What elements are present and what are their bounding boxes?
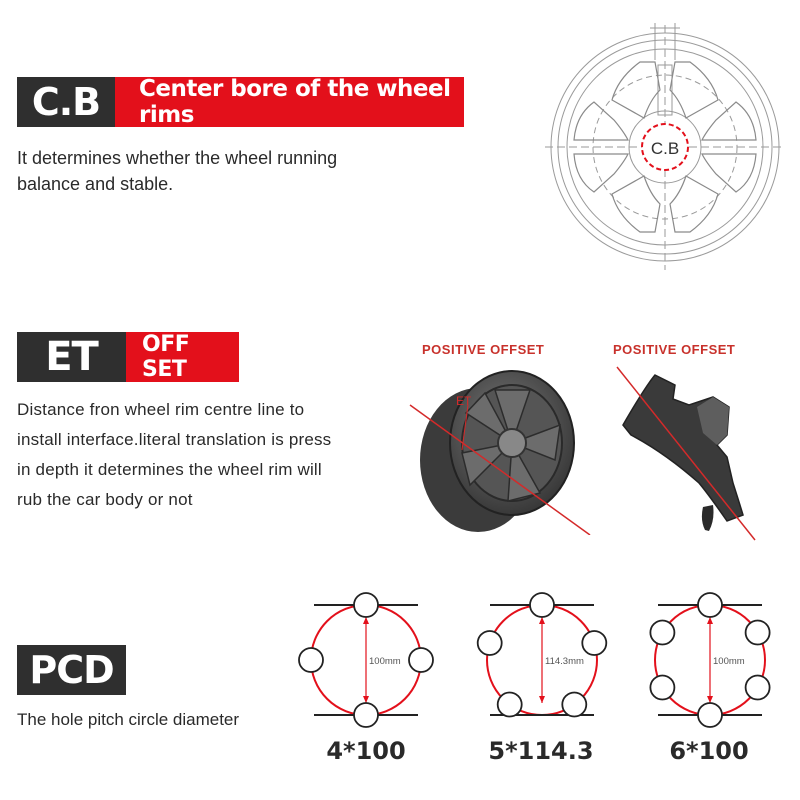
bolt-hole	[354, 703, 378, 727]
et-mark: ET	[456, 394, 472, 408]
cb-tag: C.B	[17, 77, 115, 127]
et-desc-line-4: rub the car body or not	[17, 490, 193, 509]
bolt-hole	[354, 593, 378, 617]
et-tag: ET	[17, 332, 126, 382]
et-desc-line-3: in depth it determines the wheel rim will	[17, 460, 322, 479]
pcd-measure-label: 100mm	[713, 656, 745, 667]
et-wheel-photo-right	[605, 335, 765, 545]
cb-desc-line-1: It determines whether the wheel running	[17, 148, 338, 168]
cb-title-banner: Center bore of the wheel rims	[115, 77, 464, 127]
cb-desc-line-2: balance and stable.	[17, 174, 174, 194]
bolt-hole	[746, 676, 770, 700]
bolt-hole	[478, 631, 502, 655]
et-description	[17, 395, 331, 515]
pcd-diagram-2	[478, 593, 607, 717]
arrow-down	[539, 696, 545, 703]
cb-diagram-label: C.B	[650, 139, 680, 158]
et-title-banner: OFF SET	[126, 332, 239, 382]
arrow-up	[363, 617, 369, 624]
pcd-tag: PCD	[17, 645, 126, 695]
bolt-hole	[746, 621, 770, 645]
positive-offset-caption-right: POSITIVE OFFSET	[613, 342, 736, 357]
bolt-hole	[698, 703, 722, 727]
bolt-hole	[582, 631, 606, 655]
cb-description	[17, 145, 337, 197]
et-wheel-photo-left	[400, 335, 600, 535]
pcd-label-1: 4*100	[326, 737, 406, 765]
pcd-description: The hole pitch circle diameter	[17, 710, 240, 729]
pcd-diagram-3	[650, 593, 769, 727]
bolt-hole	[409, 648, 433, 672]
bolt-hole	[698, 593, 722, 617]
pcd-label-3: 6*100	[669, 737, 749, 765]
pcd-label-2: 5*114.3	[488, 737, 594, 765]
et-desc-line-1: Distance fron wheel rim centre line to	[17, 400, 305, 419]
bolt-hole	[530, 593, 554, 617]
pcd-measure-label: 100mm	[369, 656, 401, 667]
pcd-diagram-1	[299, 593, 433, 727]
bolt-hole	[650, 676, 674, 700]
arrow-down	[363, 696, 369, 703]
pcd-measure-label: 114.3mm	[545, 656, 584, 667]
positive-offset-caption-left: POSITIVE OFFSET	[422, 342, 545, 357]
arrow-down	[707, 696, 713, 703]
bolt-hole	[650, 621, 674, 645]
bolt-hole	[299, 648, 323, 672]
bolt-hole	[562, 693, 586, 717]
cb-wheel-diagram	[540, 20, 800, 280]
et-desc-line-2: install interface.literal translation is press	[17, 430, 332, 449]
arrow-up	[707, 617, 713, 624]
arrow-up	[539, 617, 545, 624]
bolt-hole	[498, 693, 522, 717]
pcd-diagrams	[280, 590, 800, 740]
